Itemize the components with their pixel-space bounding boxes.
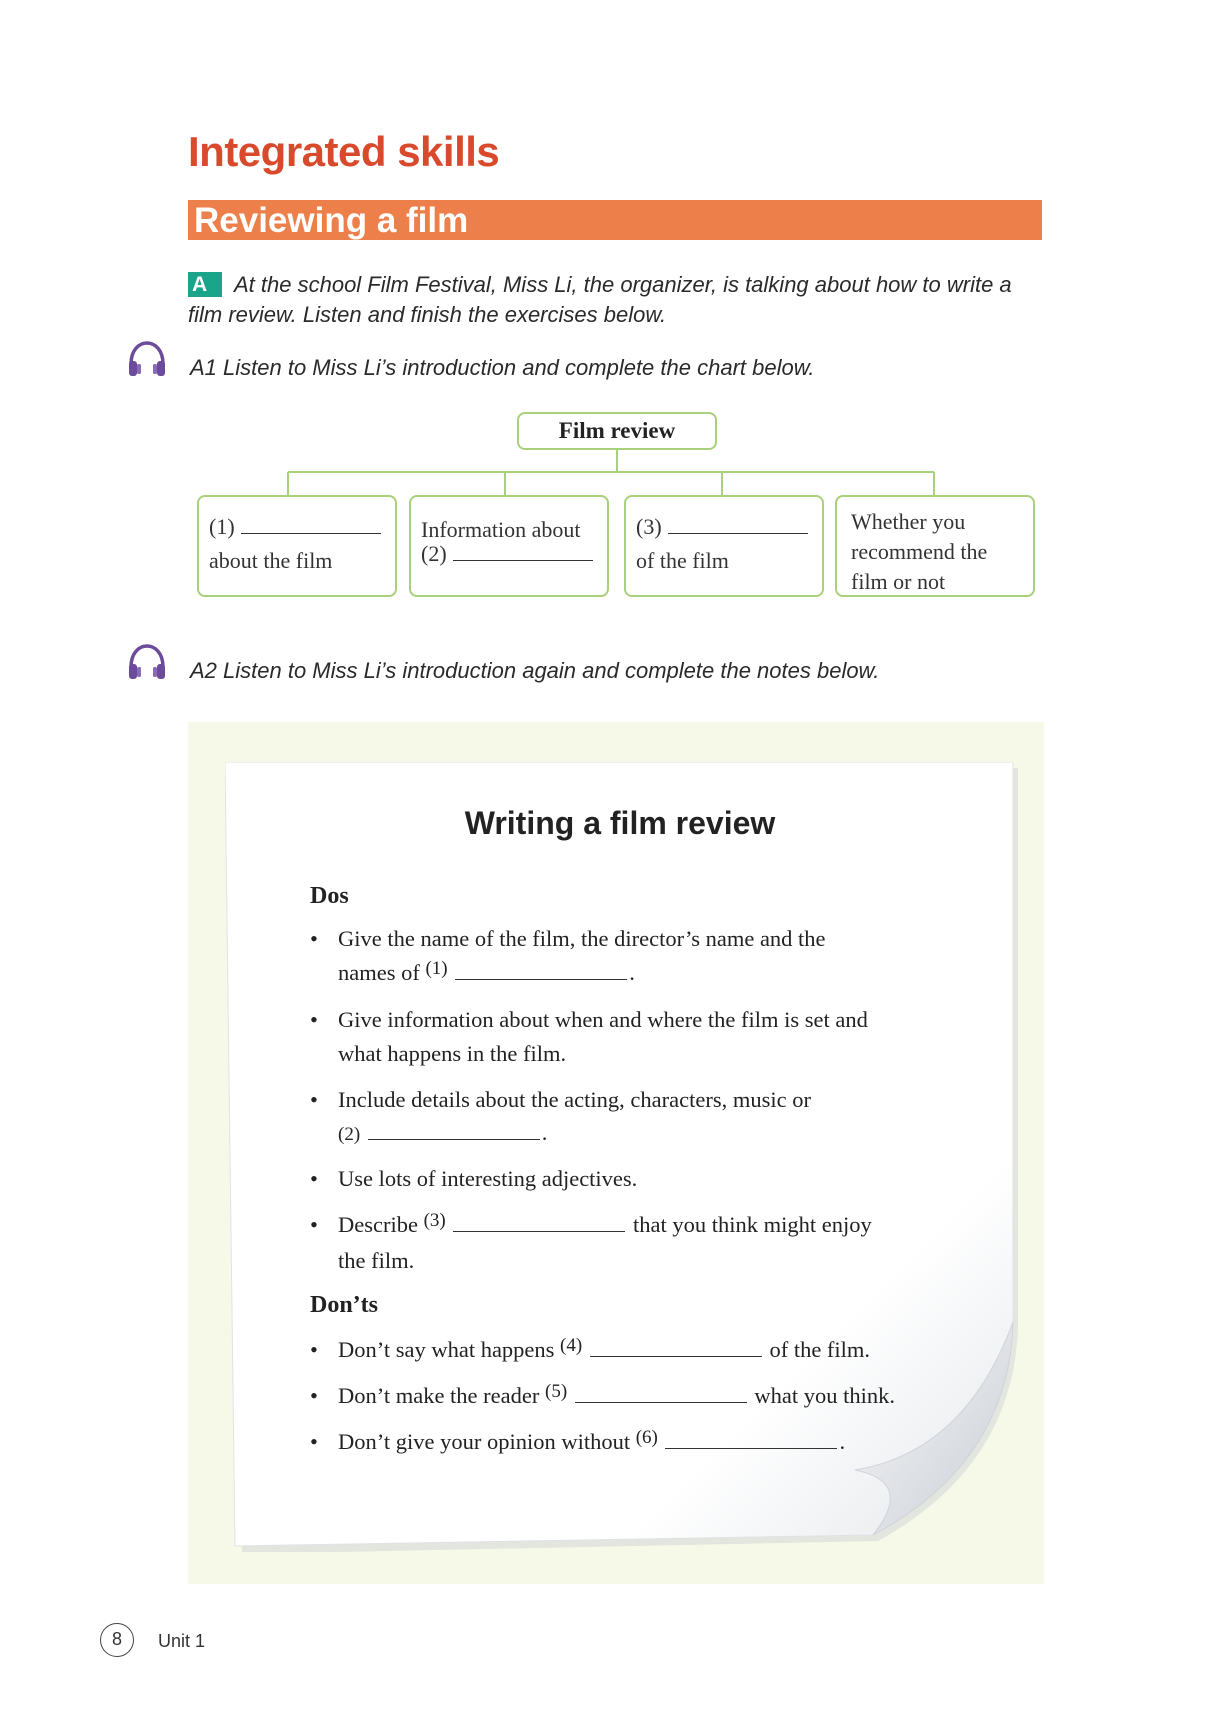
section-a-label: A <box>188 272 222 297</box>
chart-box-2-text: Information about <box>421 517 581 542</box>
dos-heading: Dos <box>310 883 349 909</box>
bullet-dot: • <box>310 1429 318 1454</box>
chart-box-2-num: (2) <box>421 541 447 566</box>
chart-box-4-line2: recommend the <box>851 539 988 564</box>
page-title: Integrated skills <box>188 128 500 175</box>
bullet-dot: • <box>310 1212 318 1237</box>
dos-bullet-3-line1: Include details about the acting, characters, music or <box>338 1087 811 1112</box>
dos-bullet-3-post: . <box>541 1120 548 1145</box>
donts-bullet-1 <box>310 1333 871 1369</box>
chart-box-1-num: (1) <box>209 514 235 539</box>
notes-blank-1[interactable] <box>455 957 627 980</box>
bullet-dot: • <box>310 926 318 951</box>
notes-blank-5[interactable] <box>575 1380 747 1403</box>
unit-label: Unit 1 <box>158 1631 206 1651</box>
donts-heading: Don’ts <box>310 1292 379 1318</box>
section-a-instructions: At the school Film Festival, Miss Li, the organizer, is talking about how to write a film review. Listen and finish the exercises below. <box>188 272 1012 327</box>
donts-bullet-2-post: what you think. <box>754 1383 896 1408</box>
bullet-dot: • <box>310 1337 318 1362</box>
notes-blank-6[interactable] <box>665 1426 837 1449</box>
dos-bullet-2 <box>310 1003 868 1071</box>
blank-number-2: (2) <box>338 1124 361 1145</box>
banner-label: Reviewing a film <box>194 201 469 240</box>
dos-bullet-3 <box>310 1083 811 1148</box>
chart-box-3-text: of the film <box>636 548 729 573</box>
chart-box-4-line1: Whether you <box>851 509 966 534</box>
dos-bullet-2-line1: Give information about when and where the film is set and <box>338 1007 868 1032</box>
dos-bullet-1-pre: names of <box>338 960 420 985</box>
a2-instructions: A2 Listen to Miss Li’s introduction again and complete the notes below. <box>190 658 880 683</box>
dos-bullet-1-line1: Give the name of the film, the director’s name and the <box>338 926 826 951</box>
bullet-dot: • <box>310 1166 318 1191</box>
chart-box-3-num: (3) <box>636 514 662 539</box>
dos-bullet-2-line2: what happens in the film. <box>338 1041 567 1066</box>
donts-bullet-1-pre: Don’t say what happens <box>338 1337 555 1362</box>
headphones-icon[interactable] <box>125 641 169 685</box>
notes-blank-2[interactable] <box>368 1117 540 1140</box>
blank-number-4: (4) <box>560 1335 583 1356</box>
dos-bullet-4-text: Use lots of interesting adjectives. <box>338 1166 638 1191</box>
notes-title: Writing a film review <box>464 805 776 841</box>
donts-bullet-3-post: . <box>839 1429 846 1454</box>
donts-bullet-1-post: of the film. <box>769 1337 871 1362</box>
donts-bullet-2-pre: Don’t make the reader <box>338 1383 540 1408</box>
dos-bullet-1-post: . <box>629 960 635 985</box>
donts-bullet-3-pre: Don’t give your opinion without <box>338 1429 631 1454</box>
dos-bullet-5-post: that you think might enjoy <box>633 1212 872 1237</box>
chart-box-1-text: about the film <box>209 548 333 573</box>
chart-blank-3[interactable] <box>668 515 808 534</box>
blank-number-5: (5) <box>545 1381 568 1402</box>
blank-number-3: (3) <box>423 1210 446 1231</box>
chart-blank-2[interactable] <box>453 542 593 561</box>
chart-box-4-line3: film or not <box>851 569 946 594</box>
dos-bullet-1 <box>310 922 826 992</box>
blank-number-1: (1) <box>425 958 448 979</box>
bullet-dot: • <box>310 1383 318 1408</box>
dos-bullet-5-pre: Describe <box>338 1212 418 1237</box>
dos-bullet-5 <box>310 1208 872 1278</box>
chart-box-4 <box>835 495 1035 597</box>
page-number: 8 <box>100 1623 134 1657</box>
chart-box-1 <box>197 495 397 597</box>
dos-bullet-5-line2: the film. <box>338 1248 415 1273</box>
donts-bullet-3 <box>310 1425 846 1461</box>
chart-box-3 <box>624 495 824 597</box>
notes-blank-4[interactable] <box>590 1334 762 1357</box>
donts-bullet-2 <box>310 1379 896 1415</box>
chart-blank-1[interactable] <box>241 515 381 534</box>
notes-blank-3[interactable] <box>453 1209 625 1232</box>
blank-number-6: (6) <box>635 1427 658 1448</box>
dos-bullet-4 <box>310 1162 638 1196</box>
bullet-dot: • <box>310 1007 318 1032</box>
bullet-dot: • <box>310 1087 318 1112</box>
chart-root-film-review: Film review <box>517 412 717 450</box>
chart-box-2 <box>409 495 609 597</box>
a1-instructions: A1 Listen to Miss Li’s introduction and complete the chart below. <box>190 355 815 380</box>
